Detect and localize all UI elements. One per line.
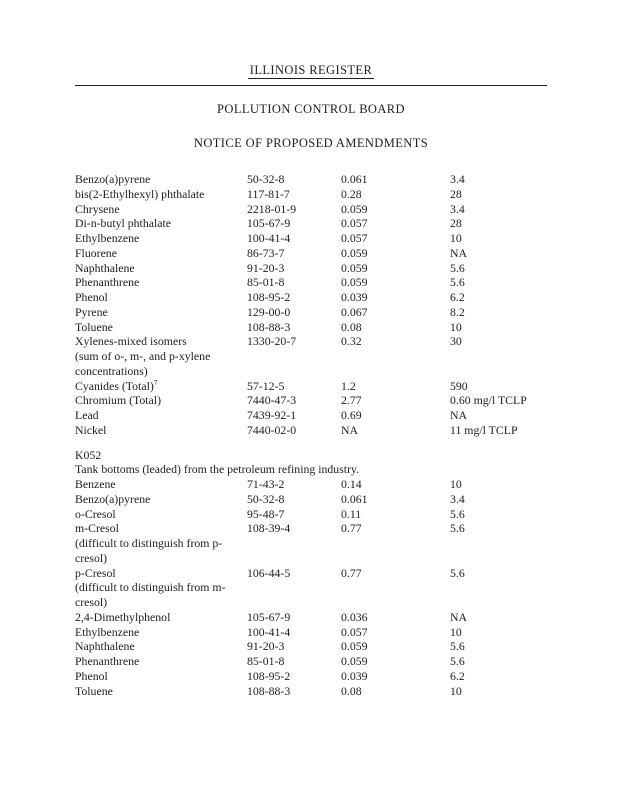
cell-cas: 86-73-7 — [247, 245, 285, 260]
table-row — [75, 669, 547, 684]
table-row — [75, 492, 547, 507]
cell-v1: 0.32 — [341, 334, 362, 349]
table-row — [75, 684, 547, 699]
table-row — [75, 172, 547, 187]
cell-v2: 11 mg/l TCLP — [450, 422, 518, 437]
constituent-table-k051 — [75, 172, 547, 438]
cell-v1: 0.11 — [341, 506, 362, 521]
cell-v1: 0.057 — [341, 624, 368, 639]
cell-v2: 28 — [450, 186, 462, 201]
cell-v1: 0.059 — [341, 275, 368, 290]
cell-v1: 0.061 — [341, 172, 368, 186]
cell-cas: 91-20-3 — [247, 260, 285, 275]
register-title: ILLINOIS REGISTER — [249, 63, 373, 77]
table-row — [75, 536, 547, 551]
cell-name: (difficult to distinguish from m- — [75, 580, 226, 595]
cell-v2: 10 — [450, 319, 462, 334]
table-row — [75, 334, 547, 349]
cell-v1 — [341, 364, 450, 379]
cell-v1: 0.69 — [341, 408, 362, 422]
cell-v2 — [450, 364, 547, 379]
cell-cas: 108-88-3 — [247, 683, 291, 698]
cell-cas: 108-95-2 — [247, 290, 291, 304]
cell-cas: 108-95-2 — [247, 668, 291, 683]
cell-cas: 7439-92-1 — [247, 408, 297, 422]
cell-name: bis(2-Ethylhexyl) phthalate — [75, 186, 205, 201]
cell-name: Benzo(a)pyrene — [75, 172, 151, 186]
cell-cas — [247, 580, 341, 595]
cell-name: o-Cresol — [75, 506, 116, 521]
cell-v2: 5.6 — [450, 639, 465, 654]
cell-cas: 85-01-8 — [247, 275, 285, 290]
cell-cas: 129-00-0 — [247, 304, 291, 319]
cell-v2 — [450, 349, 547, 364]
table-row — [75, 246, 547, 261]
cell-v2: 5.6 — [450, 521, 465, 536]
cell-cas: 117-81-7 — [247, 186, 290, 201]
cell-v1 — [341, 536, 450, 551]
cell-cas — [247, 536, 341, 551]
cell-cas: 105-67-9 — [247, 609, 291, 624]
table-row — [75, 305, 547, 320]
cell-cas: 100-41-4 — [247, 624, 291, 639]
cell-v1: 0.057 — [341, 231, 368, 245]
table-row — [75, 595, 547, 610]
cell-v2: 10 — [450, 477, 462, 491]
cell-v2 — [450, 580, 547, 595]
cell-name: (sum of o-, m-, and p-xylene — [75, 349, 211, 363]
cell-cas: 95-48-7 — [247, 506, 285, 521]
cell-name: Xylenes-mixed isomers — [75, 334, 187, 349]
cell-cas — [247, 349, 341, 364]
cell-cas: 50-32-8 — [247, 172, 285, 186]
cell-v1: 0.059 — [341, 260, 368, 275]
header-rule — [75, 85, 547, 86]
cell-name: p-Cresol — [75, 565, 116, 580]
cell-v2 — [450, 551, 547, 566]
cell-name: Phenanthrene — [75, 275, 140, 290]
cell-v2: 8.2 — [450, 304, 465, 319]
cell-v2: 5.6 — [450, 654, 465, 668]
cell-v1: 0.08 — [341, 319, 362, 334]
cell-v1: NA — [341, 422, 359, 437]
table-row — [75, 187, 547, 202]
cell-v1: 2.77 — [341, 393, 362, 408]
cell-name: Lead — [75, 408, 99, 422]
cell-name: Toluene — [75, 319, 113, 334]
cell-v2: 3.4 — [450, 172, 465, 186]
cell-cas: 50-32-8 — [247, 491, 285, 506]
cell-v1: 0.059 — [341, 639, 368, 654]
cell-v1 — [341, 551, 450, 566]
cell-v2 — [450, 536, 547, 551]
cell-name: Pyrene — [75, 304, 108, 319]
cell-v1: 0.067 — [341, 304, 368, 319]
table-row — [75, 625, 547, 640]
cell-v2: NA — [450, 245, 468, 260]
cell-name: 2,4-Dimethylphenol — [75, 609, 171, 624]
cell-v1: 0.059 — [341, 201, 368, 216]
cell-name: (difficult to distinguish from p- — [75, 536, 223, 550]
table-row — [75, 408, 547, 423]
cell-name: Toluene — [75, 683, 113, 698]
cell-v1 — [341, 580, 450, 595]
cell-v2: 28 — [450, 216, 462, 231]
table-row — [75, 654, 547, 669]
cell-v2: 3.4 — [450, 491, 465, 506]
table-row — [75, 507, 547, 522]
cell-cas: 71-43-2 — [247, 477, 285, 491]
waste-code: K052 — [75, 447, 102, 462]
table-row — [75, 349, 547, 364]
cell-v2: 6.2 — [450, 290, 465, 304]
cell-name: Naphthalene — [75, 260, 135, 275]
cell-name: Phenol — [75, 290, 108, 304]
cell-cas: 2218-01-9 — [247, 201, 297, 216]
cell-v1: 0.061 — [341, 491, 368, 506]
cell-cas: 91-20-3 — [247, 639, 285, 654]
board-title: POLLUTION CONTROL BOARD — [217, 102, 405, 116]
cell-v1: 0.057 — [341, 216, 368, 231]
cell-name: Ethylbenzene — [75, 231, 140, 245]
waste-description: Tank bottoms (leaded) from the petroleum refining industry. — [75, 462, 360, 477]
cell-v2: 5.6 — [450, 275, 465, 290]
cell-cas: 108-39-4 — [247, 521, 291, 536]
table-row — [75, 379, 547, 394]
cell-v2: NA — [450, 609, 468, 624]
table-row — [75, 261, 547, 276]
cell-v1 — [341, 595, 450, 610]
cell-v1: 1.2 — [341, 378, 356, 393]
cell-name: cresol) — [75, 550, 108, 565]
cell-cas: 1330-20-7 — [247, 334, 297, 349]
cell-cas: 106-44-5 — [247, 565, 291, 580]
cell-cas — [247, 364, 341, 379]
table-row — [75, 231, 547, 246]
constituent-table-k052 — [75, 477, 547, 698]
cell-cas: 105-67-9 — [247, 216, 291, 231]
cell-v2: 10 — [450, 683, 462, 698]
cell-v2: 30 — [450, 334, 462, 349]
cell-cas: 100-41-4 — [247, 231, 291, 245]
cell-name: concentrations) — [75, 363, 148, 378]
cell-name: m-Cresol — [75, 521, 119, 536]
cell-v1: 0.28 — [341, 186, 362, 201]
cell-name: Chrysene — [75, 201, 120, 216]
cell-name: Nickel — [75, 422, 107, 437]
table-row — [75, 216, 547, 231]
cell-cas — [247, 551, 341, 566]
cell-v1: 0.039 — [341, 668, 368, 683]
cell-v2: 3.4 — [450, 201, 465, 216]
table-row — [75, 393, 547, 408]
table-row — [75, 521, 547, 536]
register-title-wrap — [75, 63, 547, 78]
cell-name: Di-n-butyl phthalate — [75, 216, 171, 231]
cell-name: Cyanides (Total)$^7$ — [75, 377, 158, 393]
cell-v1: 0.77 — [341, 521, 362, 536]
cell-v2 — [450, 595, 547, 610]
cell-v1: 0.059 — [341, 654, 368, 668]
table-row — [75, 477, 547, 492]
cell-v1: 0.039 — [341, 290, 368, 304]
cell-v2: 10 — [450, 231, 462, 245]
table-row — [75, 566, 547, 581]
cell-cas: 85-01-8 — [247, 654, 285, 668]
table-row — [75, 364, 547, 379]
table-row — [75, 639, 547, 654]
table-row — [75, 290, 547, 305]
cell-v1: 0.77 — [341, 565, 362, 580]
cell-v2: NA — [450, 408, 468, 422]
cell-v2: 5.6 — [450, 565, 465, 580]
cell-cas — [247, 595, 341, 610]
cell-v1 — [341, 349, 450, 364]
table-row — [75, 580, 547, 595]
cell-name: Fluorene — [75, 245, 117, 260]
table-row — [75, 610, 547, 625]
page-content — [75, 63, 547, 698]
cell-cas: 7440-02-0 — [247, 422, 297, 437]
cell-name: Chromium (Total) — [75, 393, 161, 408]
cell-name: cresol) — [75, 595, 108, 609]
cell-v2: 10 — [450, 624, 462, 639]
cell-v2: 6.2 — [450, 668, 465, 683]
cell-name: Benzene — [75, 477, 116, 491]
cell-cas: 108-88-3 — [247, 319, 291, 334]
cell-v2: 5.6 — [450, 506, 465, 521]
cell-name: Phenol — [75, 668, 108, 683]
cell-cas: 7440-47-3 — [247, 393, 297, 408]
cell-name: Benzo(a)pyrene — [75, 491, 151, 506]
cell-v1: 0.036 — [341, 609, 368, 624]
notice-title: NOTICE OF PROPOSED AMENDMENTS — [193, 136, 429, 150]
cell-v1: 0.14 — [341, 477, 362, 491]
cell-name: Ethylbenzene — [75, 624, 140, 639]
table-row — [75, 320, 547, 335]
cell-v1: 0.059 — [341, 245, 368, 260]
cell-v1: 0.08 — [341, 683, 362, 698]
cell-v2: 0.60 mg/l TCLP — [450, 393, 527, 408]
table-row — [75, 423, 547, 438]
table-row — [75, 202, 547, 217]
cell-cas: 57-12-5 — [247, 378, 285, 393]
table-row — [75, 275, 547, 290]
cell-name: Phenanthrene — [75, 654, 140, 668]
cell-v2: 5.6 — [450, 260, 465, 275]
cell-name: Naphthalene — [75, 639, 135, 654]
cell-v2: 590 — [450, 378, 468, 393]
table-row — [75, 551, 547, 566]
footnote-marker: 7 — [153, 377, 158, 387]
